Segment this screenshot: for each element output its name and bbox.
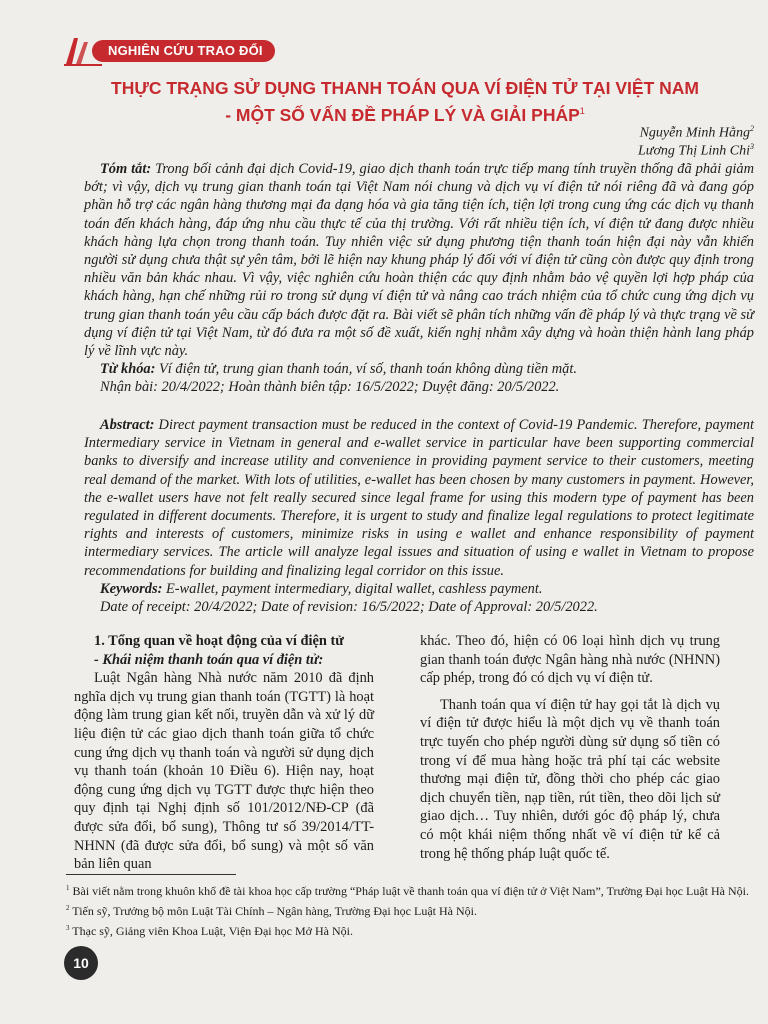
body-right-column [420,632,720,863]
section-header [62,34,277,68]
keywords-en-label: Keywords: [100,580,163,597]
body-paragraph: khác. Theo đó, hiện có 06 loại hình dịch vụ trung gian thanh toán được Ngân hàng nhà nước (NHNN) cấp phép, trong đó có dịch vụ ví điện tử. [420,633,720,687]
abstract-en-text: Direct payment transaction must be reduced in the context of Covid-19 Pandemic. Therefore, payment Intermediary service in Vietnam in general and e-wallet service in particular have been supporting commercial banks to diversify and increase utility and convenience in providing payment service to their customers, meeting real demand of the market. With lots of utilities, e-wallet has been chosen by many customers in payment. However, the e-wallet users have not felt really secured since legal frame for using this modern type of payment has been regulated in different documents. Therefore, it is urgent to study and finalize legal regulations to protect legitimate rights and interests of customers, minimize risks in using e wallet and enhance responsibility of payment intermediary services. The article will analyze legal issues and situation of using e wallet in Vietnam to propose recommendations for building and finalizing legal corridor on this issue. [84,417,754,579]
dates-en: Date of receipt: 20/4/2022; Date of revision: 16/5/2022; Date of Approval: 20/5/2022. [100,599,598,616]
title-line-1: THỰC TRẠNG SỬ DỤNG THANH TOÁN QUA VÍ ĐIỆN TỬ TẠI VIỆT NAM [111,78,699,98]
abstract-vi-label: Tóm tắt: [100,161,152,177]
title-line-2: - MỘT SỐ VẤN ĐỀ PHÁP LÝ VÀ GIẢI PHÁP$^1$ [225,104,585,125]
abstract-vietnamese [84,160,754,397]
section-heading: 1. Tổng quan về hoạt động của ví điện tử [94,633,344,649]
body-paragraph: Thanh toán qua ví điện tử hay gọi tắt là dịch vụ ví điện tử được hiểu là một dịch vụ về thanh toán trực tuyến cho phép người dùng sử dụng số tiền có trong ví để mua hàng hoặc trả phí tại các website thương mại điện tử, đồng thời cho phép các giao dịch chuyển tiền, nạp tiền, rút tiền, theo dõi lịch sử giao dịch… Tuy nhiên, dưới góc độ pháp lý, chưa có một khái niệm thống nhất về ví điện tử kể cả trong hệ thống pháp luật quốc tế. [420,696,720,862]
subsection-heading: - Khái niệm thanh toán qua ví điện tử: [94,651,324,668]
abstract-english [84,416,754,616]
keywords-vi: Ví điện tử, trung gian thanh toán, ví số, thanh toán không dùng tiền mặt. [159,361,577,378]
footnotes [66,880,754,940]
footnote-divider [66,874,236,875]
abstract-en-label: Abstract: [100,417,155,433]
abstract-vi-text: Trong bối cảnh đại dịch Covid-19, giao dịch thanh toán trực tiếp mang tính truyền thống đã phải giảm bớt; vì vậy, dịch vụ trung gian thanh toán tại Việt Nam nói chung và dịch vụ ví điện tử nói riêng đã và đang góp phần hỗ trợ các ngân hàng thương mại đa dạng hóa và gia tăng tiện ích, tiện lợi trong cung ứng các dịch vụ thanh toán đến khách hàng, đáp ứng nhu cầu thực tế của thị trường. Với rất nhiều tiện ích, ví điện tử đang được nhiều khách hàng lựa chọn trong thanh toán. Tuy nhiên việc sử dụng phương tiện thanh toán hiện đại này vẫn khiến người sử dụng chưa thật sự yên tâm, bởi lẽ hiện nay khung pháp lý đối với ví điện tử cũng còn được quy định trong nhiều văn bản khác nhau. Vì vậy, việc nghiên cứu hoàn thiện các quy định nhằm bảo vệ quyền lợi hợp pháp của khách hàng, hạn chế những rủi ro trong sử dụng ví điện tử và nâng cao trách nhiệm của tổ chức cung ứng dịch vụ trung gian thanh toán yêu cầu cấp bách được đặt ra. Bài viết sẽ phân tích những vấn đề pháp lý và thực trạng về sử dụng ví điện tử tại Việt Nam, từ đó đưa ra một số đề xuất, kiến nghị nhằm xây dựng và hoàn thiện hành lang pháp lý về lĩnh vực này. [84,161,754,360]
page-number: 10 [64,946,98,980]
footnote: $^2$ Tiến sỹ, Trưởng bộ môn Luật Tài Chính – Ngân hàng, Trường Đại học Luật Hà Nội. [66,904,477,918]
footnote: $^1$ Bài viết nằm trong khuôn khổ đề tài khoa học cấp trường “Pháp luật về thanh toán qua ví điện tử ở Việt Nam”, Trường Đại học Luật Hà Nội. [66,884,749,898]
author-2: Lương Thị Linh Chi$^3$ [638,142,754,159]
keywords-vi-label: Từ khóa: [100,361,156,378]
keywords-en: E-wallet, payment intermediary, digital wallet, cashless payment. [165,580,543,597]
author-1: Nguyễn Minh Hằng$^2$ [639,124,754,141]
body-left-column [74,632,374,874]
footnote: $^3$ Thạc sỹ, Giảng viên Khoa Luật, Viện Đại học Mở Hà Nội. [66,924,353,938]
dates-vi: Nhận bài: 20/4/2022; Hoàn thành biên tập: 16/5/2022; Duyệt đăng: 20/5/2022. [100,379,560,396]
section-label: NGHIÊN CỨU TRAO ĐỔI [92,40,275,62]
body-paragraph: Luật Ngân hàng Nhà nước năm 2010 đã định nghĩa dịch vụ trung gian thanh toán (TGTT) là hoạt động làm trung gian kết nối, truyền dẫn và xử lý dữ liệu điện tử các giao dịch thanh toán giữa tổ chức cung ứng dịch vụ thanh toán và người sử dụng dịch vụ thanh toán (khoản 10 Điều 6). Hiện nay, hoạt động cung ứng dịch vụ TGTT được thực hiện theo quy định tại Nghị định số 101/2012/NĐ-CP (đã được sửa đổi, bổ sung), Thông tư số 39/2014/TT-NHNN (đã được sửa đổi, bổ sung) và một số văn bản liên quan [74,670,374,873]
